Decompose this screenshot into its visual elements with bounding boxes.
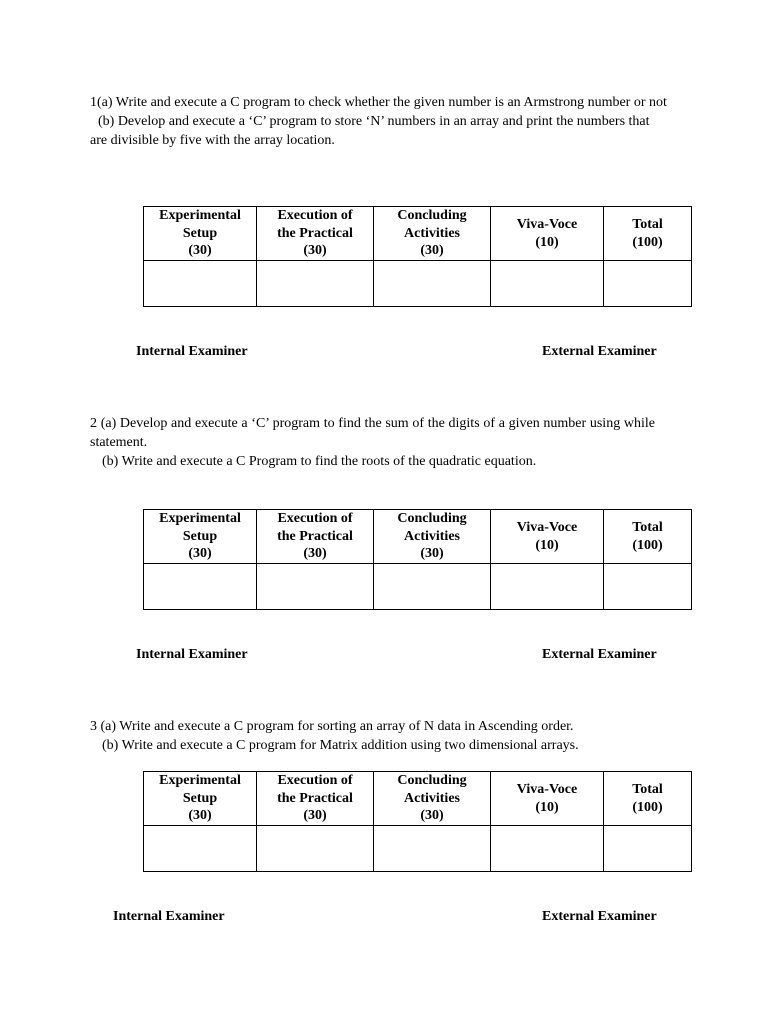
question-2-part-b: (b) Write and execute a C Program to find the roots of the quadratic equation. <box>102 454 537 469</box>
header-concluding: Concluding Activities (30) <box>374 772 491 826</box>
mark-cell[interactable] <box>374 826 491 872</box>
mark-cell[interactable] <box>491 826 604 872</box>
mark-cell[interactable] <box>257 826 374 872</box>
header-execution: Execution of the Practical (30) <box>257 772 374 826</box>
header-experimental-setup: Experimental Setup (30) <box>144 207 257 261</box>
header-total: Total (100) <box>604 772 692 826</box>
mark-cell[interactable] <box>374 261 491 307</box>
external-examiner-label-3: External Examiner <box>542 909 657 924</box>
question-3-part-a: 3 (a) Write and execute a C program for sorting an array of N data in Ascending order. <box>90 719 574 734</box>
mark-cell[interactable] <box>604 261 692 307</box>
header-execution: Execution of the Practical (30) <box>257 207 374 261</box>
question-1-part-a: 1(a) Write and execute a C program to check whether the given number is an Armstrong number or not <box>90 95 667 110</box>
internal-examiner-label-3: Internal Examiner <box>113 909 225 924</box>
mark-cell[interactable] <box>144 826 257 872</box>
header-total: Total (100) <box>604 207 692 261</box>
question-1-part-b: (b) Develop and execute a ‘C’ program to store ‘N’ numbers in an array and print the numbers that are divisible by five with the array location. <box>90 114 650 148</box>
header-experimental-setup: Experimental Setup (30) <box>144 772 257 826</box>
mark-cell[interactable] <box>604 826 692 872</box>
mark-cell[interactable] <box>604 564 692 610</box>
question-2 <box>90 414 655 471</box>
marks-table-2 <box>143 509 692 610</box>
header-concluding: Concluding Activities (30) <box>374 207 491 261</box>
mark-cell[interactable] <box>144 564 257 610</box>
external-examiner-label-2: External Examiner <box>542 647 657 662</box>
header-concluding: Concluding Activities (30) <box>374 510 491 564</box>
mark-cell[interactable] <box>491 261 604 307</box>
question-2-part-a: 2 (a) Develop and execute a ‘C’ program to find the sum of the digits of a given number using while statement. <box>90 416 655 450</box>
header-viva-voce: Viva-Voce (10) <box>491 207 604 261</box>
mark-cell[interactable] <box>257 261 374 307</box>
mark-cell[interactable] <box>144 261 257 307</box>
internal-examiner-label-2: Internal Examiner <box>136 647 248 662</box>
header-execution: Execution of the Practical (30) <box>257 510 374 564</box>
marks-table-1 <box>143 206 692 307</box>
header-experimental-setup: Experimental Setup (30) <box>144 510 257 564</box>
header-viva-voce: Viva-Voce (10) <box>491 510 604 564</box>
mark-cell[interactable] <box>491 564 604 610</box>
external-examiner-label-1: External Examiner <box>542 344 657 359</box>
question-1 <box>90 93 668 150</box>
internal-examiner-label-1: Internal Examiner <box>136 344 248 359</box>
header-viva-voce: Viva-Voce (10) <box>491 772 604 826</box>
mark-cell[interactable] <box>257 564 374 610</box>
question-3-part-b: (b) Write and execute a C program for Matrix addition using two dimensional arrays. <box>102 738 579 753</box>
mark-cell[interactable] <box>374 564 491 610</box>
header-total: Total (100) <box>604 510 692 564</box>
marks-table-3 <box>143 771 692 872</box>
question-3 <box>90 717 668 755</box>
